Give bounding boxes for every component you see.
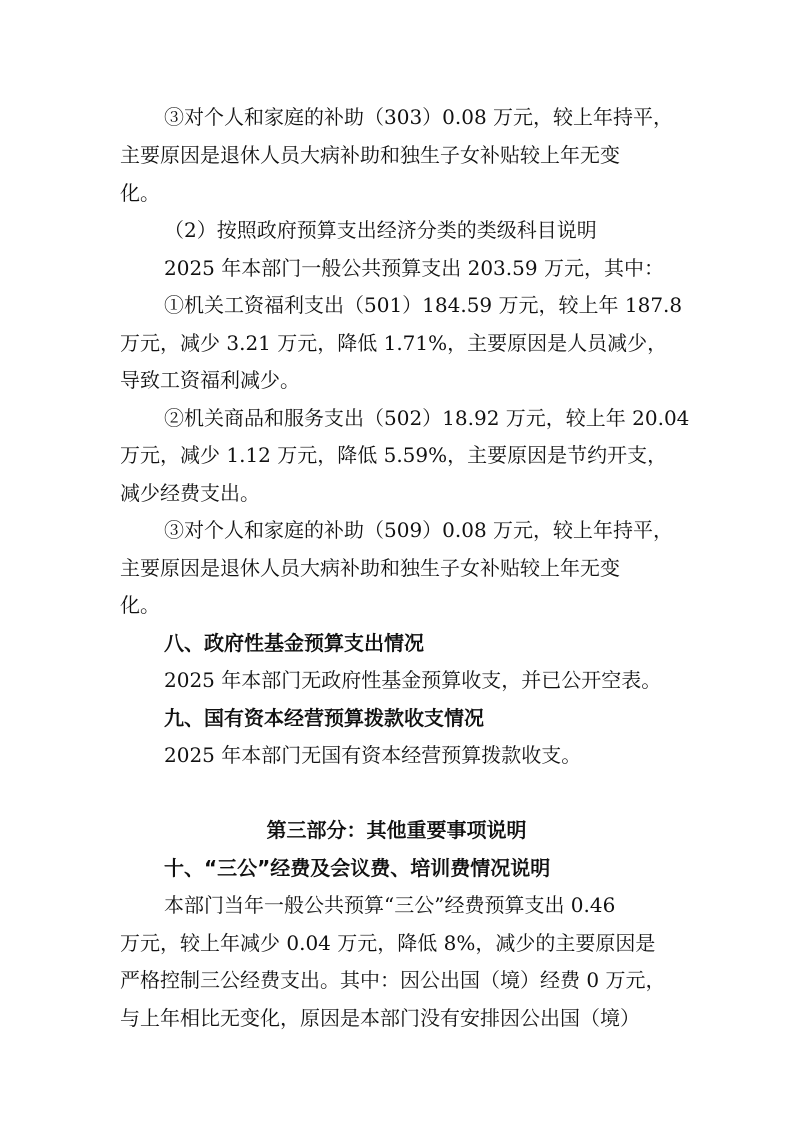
paragraph-line: 万元，较上年减少 0.04 万元，降低 8%，减少的主要原因是 bbox=[120, 931, 656, 955]
paragraph-line: 化。 bbox=[120, 593, 160, 617]
section-heading: 九、国有资本经营预算拨款收支情况 bbox=[164, 706, 484, 730]
paragraph-line: 2025 年本部门无政府性基金预算收支，并已公开空表。 bbox=[164, 668, 662, 692]
paragraph-line: ③对个人和家庭的补助（303）0.08 万元，较上年持平， bbox=[164, 105, 674, 129]
paragraph-line: ②机关商品和服务支出（502）18.92 万元，较上年 20.04 bbox=[164, 406, 690, 430]
paragraph-line: 主要原因是退休人员大病补助和独生子女补贴较上年无变 bbox=[120, 556, 620, 580]
paragraph-line: 与上年相比无变化，原因是本部门没有安排因公出国（境） bbox=[120, 1006, 640, 1030]
subsection-heading: （2）按照政府预算支出经济分类的类级科目说明 bbox=[164, 218, 597, 242]
part-title: 第三部分：其他重要事项说明 bbox=[266, 818, 527, 842]
section-heading: 八、政府性基金预算支出情况 bbox=[164, 631, 424, 655]
paragraph-line: 主要原因是退休人员大病补助和独生子女补贴较上年无变 bbox=[120, 143, 620, 167]
section-heading: 十、“三公”经费及会议费、培训费情况说明 bbox=[164, 856, 551, 880]
paragraph-line: 本部门当年一般公共预算“三公”经费预算支出 0.46 bbox=[164, 893, 616, 917]
paragraph-line: 万元，减少 1.12 万元，降低 5.59%，主要原因是节约开支， bbox=[120, 443, 668, 467]
paragraph-line: 导致工资福利减少。 bbox=[120, 368, 300, 392]
paragraph-line: 2025 年本部门无国有资本经营预算拨款收支。 bbox=[164, 743, 582, 767]
paragraph-line: 化。 bbox=[120, 181, 160, 205]
paragraph-line: 严格控制三公经费支出。其中：因公出国（境）经费 0 万元， bbox=[120, 968, 666, 992]
paragraph-line: 万元，减少 3.21 万元，降低 1.71%，主要原因是人员减少， bbox=[120, 331, 668, 355]
paragraph-line: ③对个人和家庭的补助（509）0.08 万元，较上年持平， bbox=[164, 518, 674, 542]
paragraph-line: 2025 年本部门一般公共预算支出 203.59 万元，其中： bbox=[164, 256, 664, 280]
paragraph-line: ①机关工资福利支出（501）184.59 万元，较上年 187.8 bbox=[164, 293, 683, 317]
paragraph-line: 减少经费支出。 bbox=[120, 481, 260, 505]
